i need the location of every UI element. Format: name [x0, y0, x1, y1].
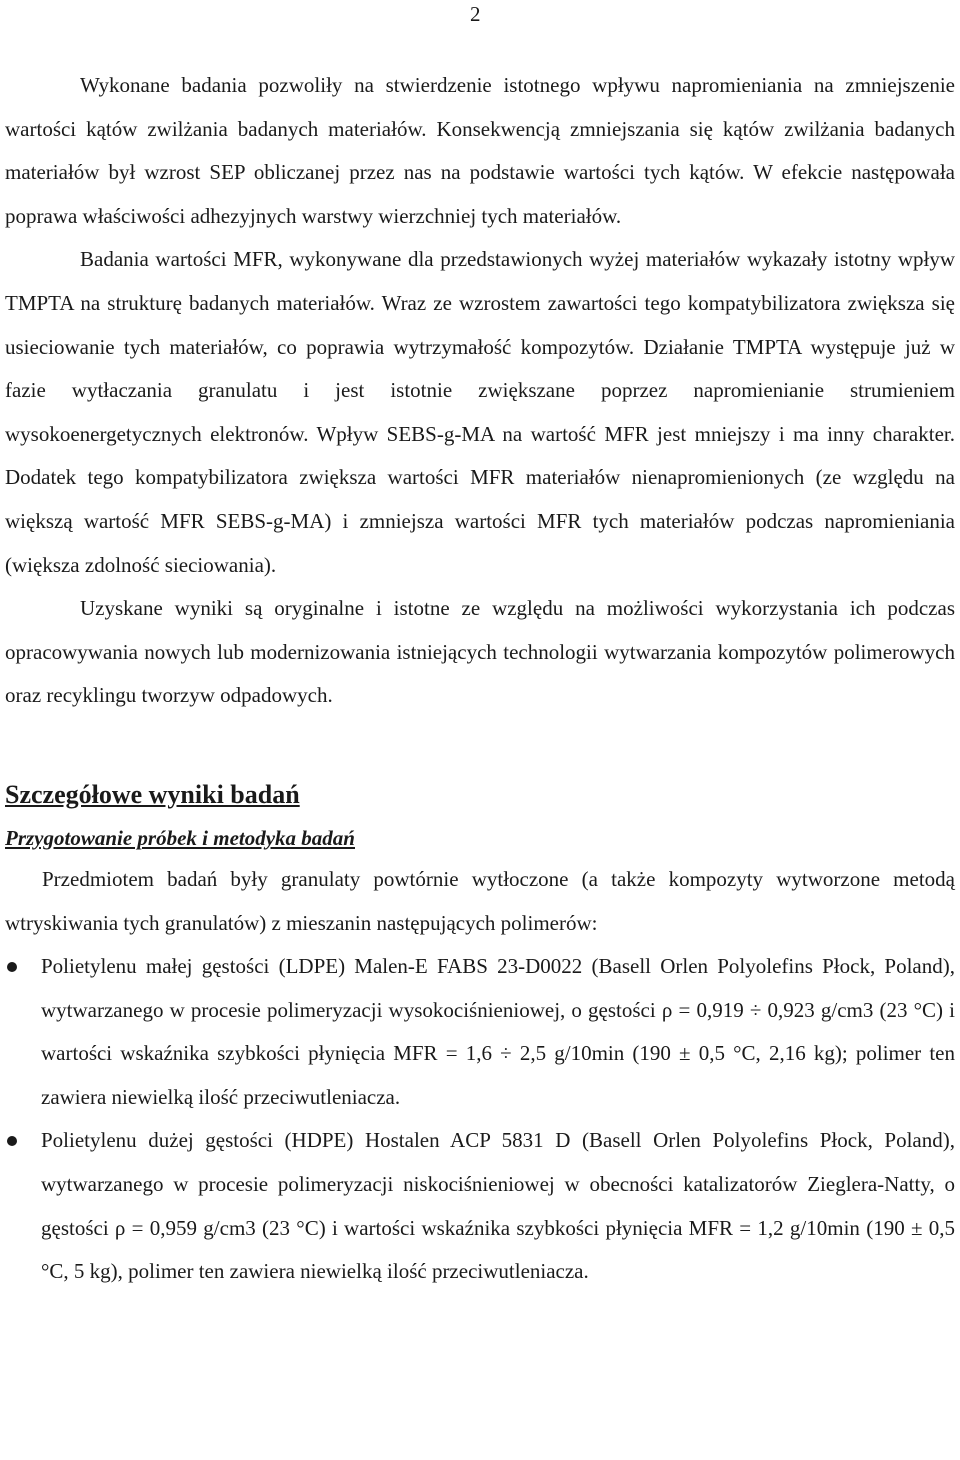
list-item-text: Polietylenu małej gęstości (LDPE) Malen-E FABS 23-D0022 (Basell Orlen Polyolefins Płock, Poland), wytwarzanego w procesie polimeryzacji wysokociśnieniowej, o gęstości ρ = 0,919 ÷ 0,923 g/cm3 (23 °C) i wartości wskaźnika szybkości płynięcia MFR = 1,6 ÷ 2,5 g/10min (190 ± 0,5 °C, 2,16 kg); polimer ten zawiera niewielką ilość przeciwutleniacza.	[41, 954, 955, 1109]
section-intro: Przedmiotem badań były granulaty powtórnie wytłoczone (a także kompozyty wytworzone metodą wtryskiwania tych granulatów) z mieszanin następujących polimerów:	[5, 866, 955, 935]
list-item-text: Polietylenu dużej gęstości (HDPE) Hostalen ACP 5831 D (Basell Orlen Polyolefins Płock, Poland), wytwarzanego w procesie polimeryzacji niskociśnieniowej w obecności katalizatorów Zieglera-Natty, o gęstości ρ = 0,959 g/cm3 (23 °C) i wartości wskaźnika szybkości płynięcia MFR = 1,2 g/10min (190 ± 0,5 °C, 5 kg), polimer ten zawiera niewielką ilość przeciwutleniacza.	[41, 1128, 955, 1284]
bullet-icon	[7, 1136, 17, 1146]
polymer-list	[5, 945, 955, 1294]
bullet-icon	[7, 962, 17, 972]
section-title: Szczegółowe wyniki badań	[5, 779, 300, 809]
paragraph-1: Wykonane badania pozwoliły na stwierdzenie istotnego wpływu napromieniania na zmniejszenie wartości kątów zwilżania badanych materiałów. Konsekwencją zmniejszania się kątów zwilżania badanych materiałów był wzrost SEP obliczanej przez nas na podstawie wartości tych kątów. W efekcie następowała poprawa właściwości adhezyjnych warstwy wierzchniej tych materiałów.	[5, 73, 955, 228]
list-item	[5, 1119, 955, 1293]
list-item	[5, 945, 955, 1119]
paragraph-3: Uzyskane wyniki są oryginalne i istotne ze względu na możliwości wykorzystania ich podczas opracowywania nowych lub modernizowania istniejących technologii wytwarzania kompozytów polimerowych oraz recyklingu tworzyw odpadowych.	[5, 596, 955, 708]
section-subtitle: Przygotowanie próbek i metodyka badań	[5, 825, 355, 850]
paragraph-2: Badania wartości MFR, wykonywane dla przedstawionych wyżej materiałów wykazały istotny wpływ TMPTA na strukturę badanych materiałów. Wraz ze wzrostem zawartości tego kompatybilizatora zwiększa się usieciowanie tych materiałów, co poprawia wytrzymałość kompozytów. Działanie TMPTA występuje już w fazie wytłaczania granulatu i jest istotnie zwiększane poprzez napromienianie strumieniem wysokoenergetycznych elektronów. Wpływ SEBS-g-MA na wartość MFR jest mniejszy i ma inny charakter. Dodatek tego kompatybilizatora zwiększa wartości MFR materiałów nienapromienionych (ze względu na większą wartość MFR SEBS-g-MA) i zmniejsza wartości MFR tych materiałów podczas napromieniania (większa zdolność sieciowania).	[5, 247, 955, 577]
section-spacer	[5, 718, 955, 772]
page-number: 2	[470, 2, 481, 26]
document-body	[5, 64, 955, 1294]
